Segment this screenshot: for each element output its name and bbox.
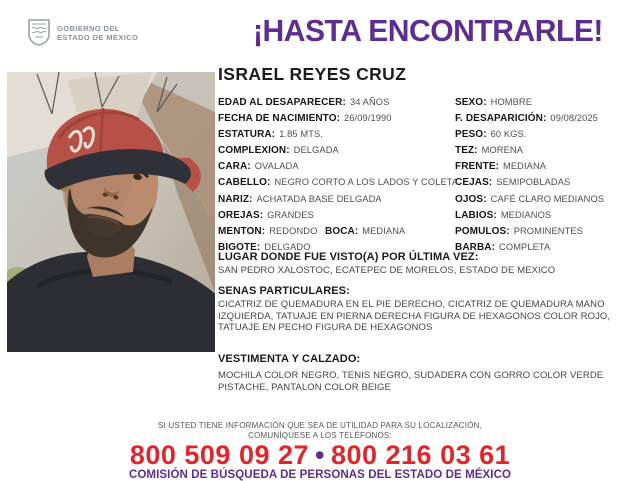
attribute-cell-right: [455, 93, 636, 109]
organization-name: COMISIÓN DE BÚSQUEDA DE PERSONAS DEL ESTADO DE MÉXICO: [128, 469, 512, 481]
attribute-value: MEDIANOS: [500, 209, 552, 220]
footer-info-line2: COMUNÍQUESE A LOS TELÉFONOS:: [248, 430, 392, 440]
clothing-body: MOCHILA COLOR NEGRO, TENIS NEGRO, SUDADERA CON GORRO COLOR VERDE PISTACHE, PANTALON COLOR BEIGE: [218, 370, 604, 393]
person-name: ISRAEL REYES CRUZ: [218, 64, 407, 84]
attribute-label: FRENTE:: [455, 161, 500, 173]
missing-person-photo: [7, 72, 215, 352]
government-logo: [27, 19, 138, 46]
attribute-label: TEZ:: [455, 145, 478, 157]
attribute-cell-left: [218, 206, 455, 222]
attribute-label: LABIOS:: [455, 209, 497, 221]
attribute-label: POMULOS:: [455, 225, 510, 237]
attribute-row: [218, 125, 636, 141]
attribute-cell-right: [455, 206, 636, 222]
attribute-label: BARBA:: [455, 241, 496, 253]
phone-number-2: 800 216 03 61: [330, 440, 511, 470]
section-clothing: [218, 353, 632, 393]
attribute-row: [218, 222, 636, 238]
phone-number-1: 800 509 09 27: [129, 440, 310, 470]
attribute-value: COMPLETA: [499, 241, 551, 252]
attribute-value: DELGADA: [293, 145, 339, 156]
attribute-label: MENTON:: [218, 225, 266, 237]
attribute-cell-left: [218, 125, 455, 141]
attribute-cell-left: [218, 190, 455, 206]
attribute-label: EDAD AL DESAPARECER:: [218, 97, 346, 108]
attribute-row: [218, 190, 636, 206]
attribute-row: [218, 141, 636, 157]
poster-title: ¡HASTA ENCONTRARLE!: [253, 13, 603, 48]
attribute-value: MEDIANA: [362, 225, 406, 236]
attributes-grid: [218, 93, 636, 254]
attribute-label: F. DESAPARICIÓN:: [455, 113, 547, 125]
footer-info-line1: SI USTED TIENE INFORMACIÓN QUE SEA DE UTILIDAD PARA SU LOCALIZACIÓN,: [157, 421, 483, 430]
attribute-cell-left: [218, 222, 455, 238]
attribute-value: 34 AÑOS: [349, 97, 390, 107]
attribute-value: NEGRO CORTO A LOS LADOS Y COLETA: [274, 177, 459, 188]
clothing-heading: VESTIMENTA Y CALZADO:: [218, 353, 361, 365]
phone-numbers: [0, 442, 640, 468]
attribute-label: CABELLO:: [218, 177, 271, 189]
logo-text-line1: GOBIERNO DEL: [57, 23, 120, 33]
attribute-label: OREJAS:: [218, 209, 264, 221]
attribute-cell-right: [455, 157, 636, 173]
attribute-label: COMPLEXION:: [218, 145, 290, 157]
attribute-value: DELGADO: [264, 241, 311, 252]
section-particular-signs: [218, 285, 632, 334]
attribute-label: FECHA DE NACIMIENTO:: [218, 113, 340, 125]
attribute-cell-left: [218, 157, 455, 173]
attribute-row: [218, 109, 636, 125]
attribute-value: OVALADA: [254, 161, 299, 172]
attribute-cell-right: [455, 109, 636, 125]
attribute-cell-right: [455, 125, 636, 141]
attribute-value: REDONDO: [269, 225, 318, 236]
attribute-label: SEXO:: [455, 97, 487, 108]
attribute-label: BIGOTE:: [218, 241, 261, 253]
attribute-cell-left: [218, 109, 455, 125]
attribute-value: 1.85 MTS.: [279, 129, 323, 140]
phone-separator-bullet: •: [315, 440, 325, 470]
attribute-label: BOCA:: [325, 225, 359, 237]
attribute-row: [218, 157, 636, 173]
attribute-value: HOMBRE: [490, 97, 533, 107]
attribute-value: PROMINENTES: [513, 225, 583, 236]
section-last-seen: [218, 251, 632, 277]
attribute-value: MEDIANA: [503, 161, 547, 172]
attribute-label: CARA:: [218, 161, 251, 173]
last-seen-body: SAN PEDRO XALOSTOC, ECATEPEC DE MORELOS, ESTADO DE MEXICO: [218, 265, 556, 276]
attribute-value: MORENA: [481, 145, 524, 156]
attribute-label: ESTATURA:: [218, 129, 276, 141]
attribute-cell-right: [455, 173, 636, 189]
last-seen-heading: LUGAR DONDE FUE VISTO(A) POR ÚLTIMA VEZ:: [218, 251, 479, 263]
attribute-cell-right: [455, 141, 636, 157]
attribute-value: ACHATADA BASE DELGADA: [256, 193, 382, 204]
attribute-value: 09/08/2025: [550, 113, 598, 124]
logo-text-line2: ESTADO DE MÉXICO: [57, 32, 139, 42]
attribute-cell-right: [455, 222, 636, 238]
attribute-label: PESO:: [455, 129, 487, 141]
particular-signs-body: CICATRIZ DE QUEMADURA EN EL PIE DERECHO, CICATRIZ DE QUEMADURA MANO IZQUIERDA, TATUAJE EN PIERNA DERECHA FIGURA DE HEXAGONOS COLOR ROJO, TATUAJE EN PECHO FIGURA DE HEXAGONOS: [218, 299, 611, 334]
attribute-value: SEMIPOBLADAS: [496, 177, 571, 188]
attribute-value: 60 KGS.: [490, 129, 527, 140]
attribute-value: CAFÉ CLARO MEDIANOS: [490, 193, 605, 204]
attribute-row: [218, 93, 636, 109]
attribute-value: 26/09/1990: [344, 113, 392, 124]
attribute-cell-left: [218, 93, 455, 109]
footer: [0, 421, 640, 481]
estado-de-mexico-seal-icon: [27, 19, 51, 46]
attribute-cell-left: [218, 141, 455, 157]
attribute-cell-right: [455, 190, 636, 206]
particular-signs-heading: SENAS PARTICULARES:: [218, 285, 350, 297]
attribute-value: GRANDES: [267, 209, 314, 220]
attribute-cell-left: [218, 173, 459, 189]
attribute-label: OJOS:: [455, 193, 487, 205]
attribute-label: NARIZ:: [218, 193, 253, 205]
attribute-label: CEJAS:: [455, 177, 493, 189]
attribute-row: [218, 173, 636, 189]
attribute-row: [218, 206, 636, 222]
